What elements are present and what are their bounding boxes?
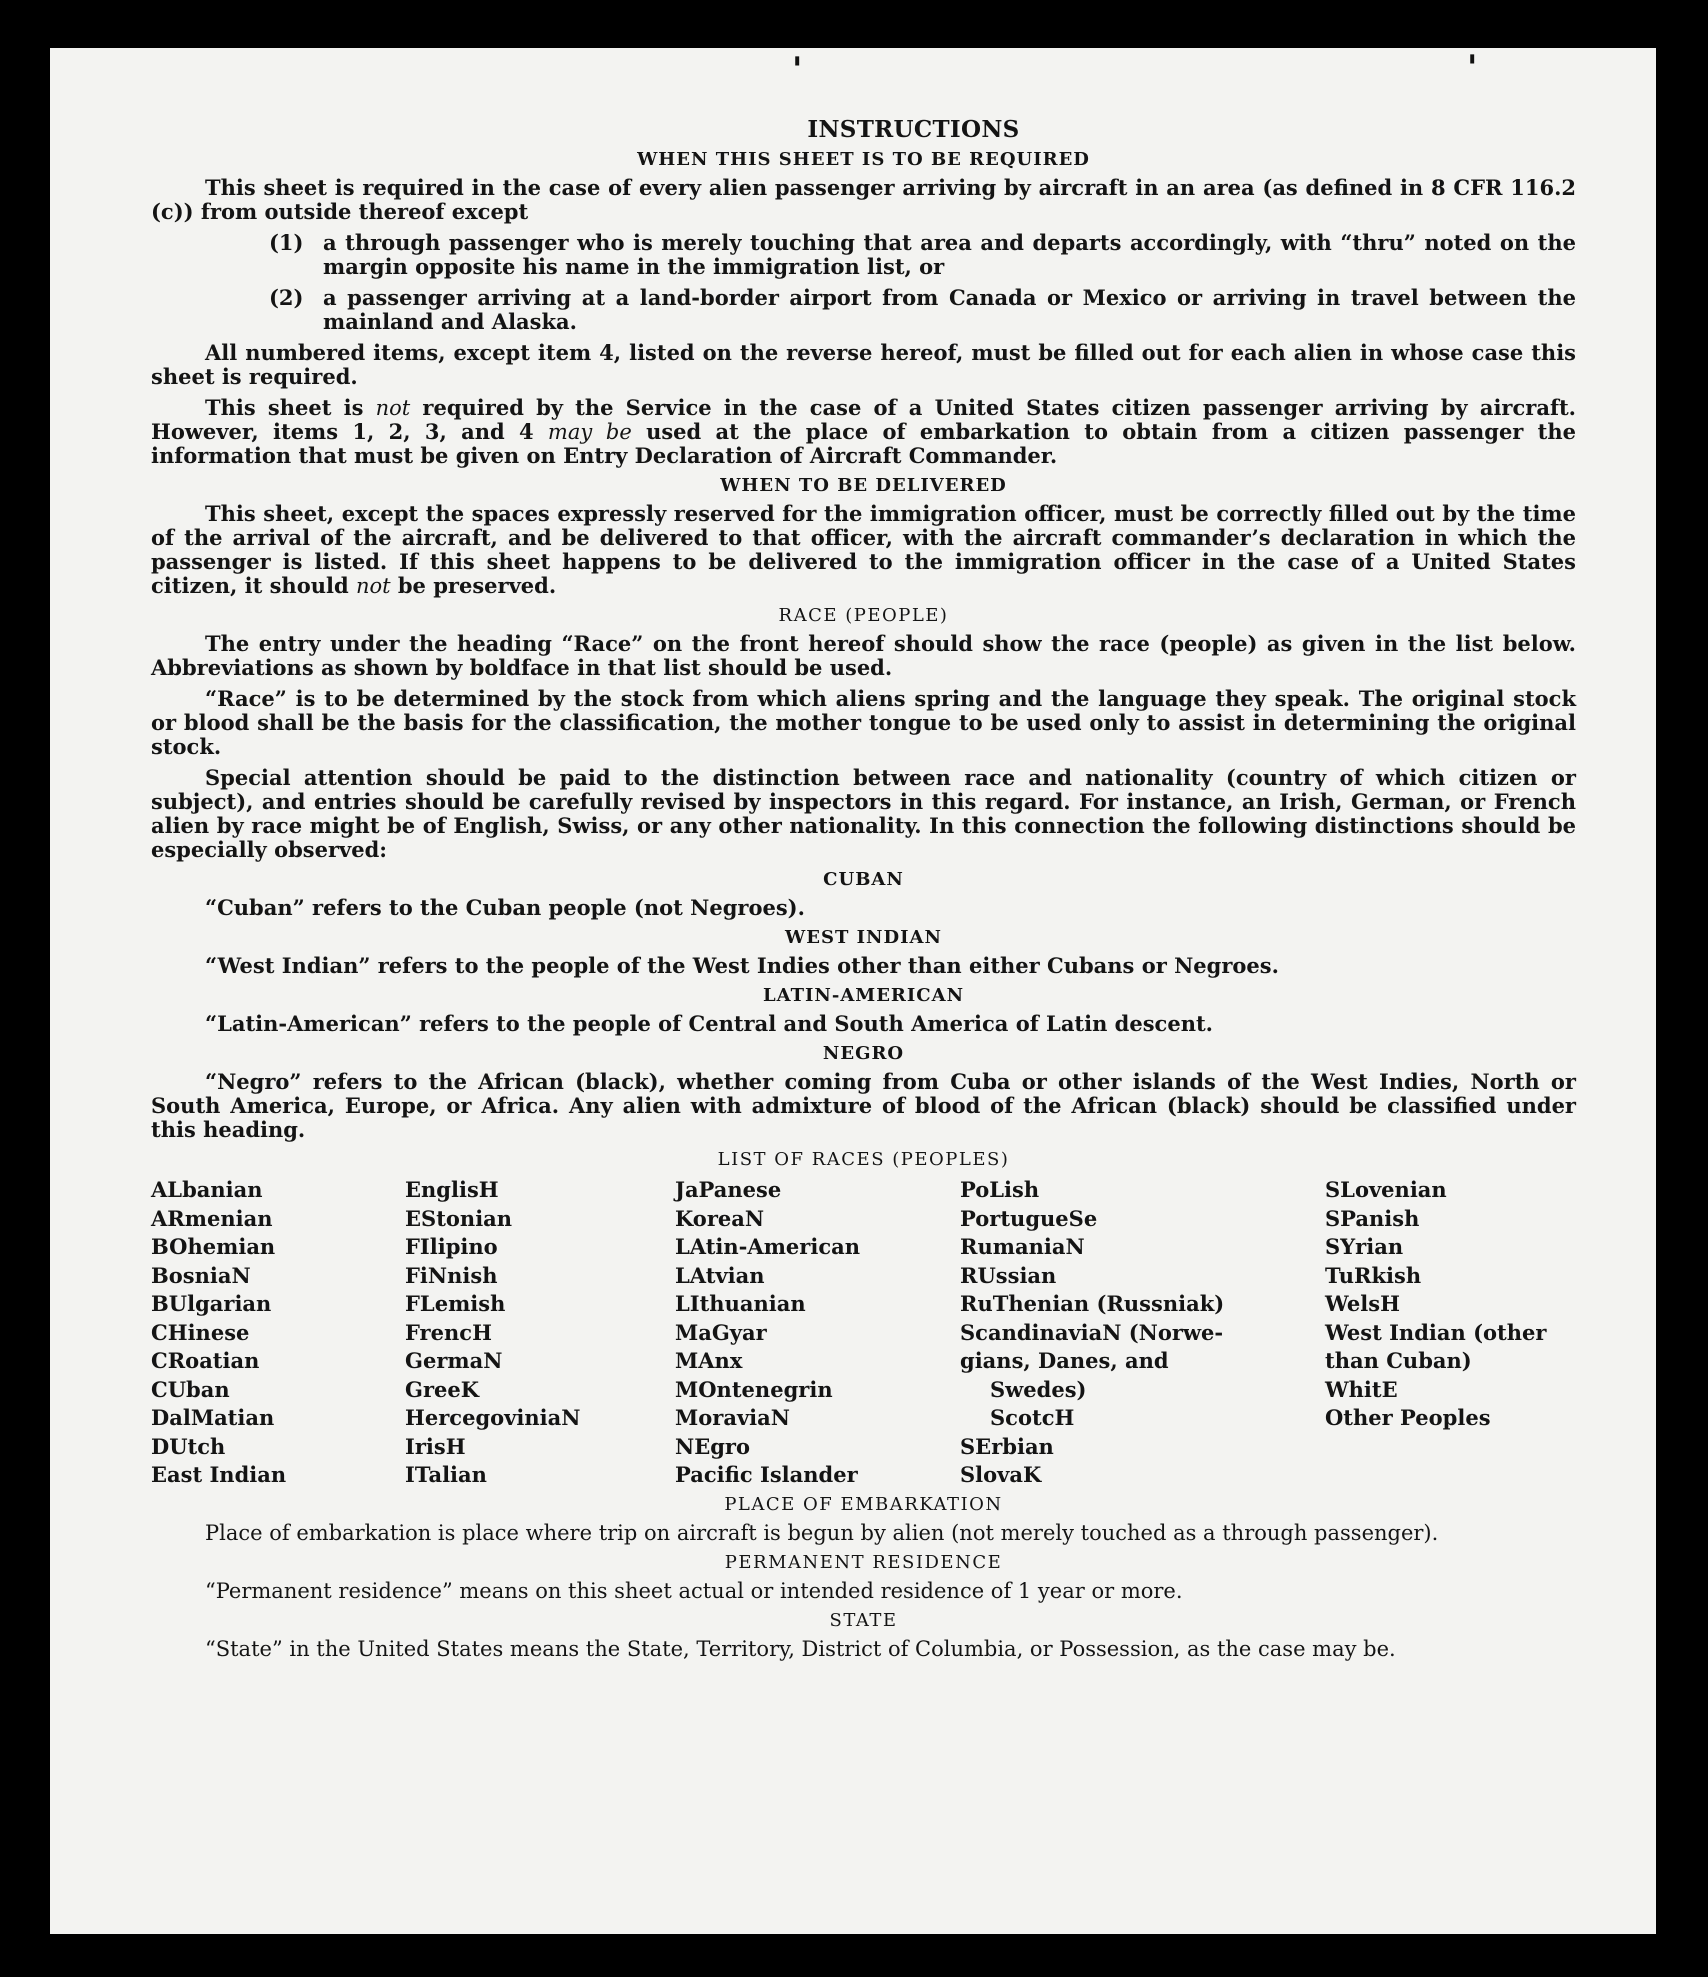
race-item: DalMatian [151,1405,275,1430]
race-item: ALbanian [151,1177,263,1202]
race-column [960,1176,1325,1490]
paragraph-race-3: Special attention should be paid to the distinction between race and nationality (country of which citizen or subject), and entries should be carefully revised by inspectors in this regard. For instance, an Irish, German, or French alien by race might be of English, Swiss, or any other nationality. In this connection the following distinctions should be especially observed: [151,765,1576,862]
race-item: DUtch [151,1433,226,1459]
ink-mark: ' [1467,48,1478,88]
race-item: gians, Danes, and [960,1348,1169,1373]
race-item: SlovaK [960,1462,1042,1487]
race-item: EnglisH [405,1177,499,1202]
page-title: INSTRUCTIONS [807,116,1020,143]
race-item: CUban [151,1376,230,1402]
race-item: KoreaN [675,1205,765,1231]
race-item: SLovenian [1325,1177,1447,1202]
paragraph-cuban: “Cuban” refers to the Cuban people (not Negroes). [205,895,805,920]
section-heading-cuban: CUBAN [823,869,904,890]
race-item: BosniaN [151,1262,251,1288]
race-item: PortugueSe [960,1205,1098,1231]
document-page [50,48,1656,1934]
race-column [151,1176,405,1490]
race-item: RumaniaN [960,1234,1085,1259]
race-item: CHinese [151,1319,250,1345]
race-item: GreeK [405,1376,480,1402]
race-column [675,1176,960,1490]
section-heading-place-of-embarkation: PLACE OF EMBARKATION [724,1493,1003,1515]
race-item: Pacifc Islander [675,1462,858,1487]
paragraph-required-intro: This sheet is required in the case of every alien passenger arriving by aircraft in an area (as defined in 8 CFR 116.2 (c)) from outside thereof except [151,175,1576,224]
race-item: ITalian [405,1462,487,1487]
race-item: MaGyar [675,1319,767,1345]
document-content [151,116,1576,1668]
section-heading-race: RACE (PEOPLE) [778,605,949,626]
paragraph-delivered: This sheet, except the spaces expressly reserved for the immigration officer, must be correctly filled out by the time of the arrival of the aircraft, and be delivered to that officer, with the aircraft commander’s declaration in which the passenger is listed. If this sheet happens to be delivered to the immigration officer in the case of a United States citizen, it should not be preserved. [151,501,1576,598]
race-item: CRoatian [151,1348,260,1373]
section-heading-west-indian: WEST INDIAN [785,927,942,948]
paragraph-numbered-items: All numbered items, except item 4, listed on the reverse hereof, must be filled out for each alien in whose case this sheet is required. [151,340,1576,389]
race-item: MoraviaN [675,1405,790,1430]
race-item: Swedes) [990,1376,1087,1402]
race-item: FIlipino [405,1234,498,1259]
race-item: HercegoviniaN [405,1405,581,1430]
race-item: IrisH [405,1433,466,1459]
race-item: MAnx [675,1348,743,1373]
section-heading-list-of-races: LIST OF RACES (PEOPLES) [717,1149,1010,1170]
race-item: TuRkish [1325,1262,1422,1288]
race-list [151,1176,1576,1490]
paragraph-state: “State” in the United States means the State, Territory, District of Columbia, or Possession, as the case may be. [205,1636,1396,1661]
race-item: SErbian [960,1433,1054,1459]
section-heading-when-delivered: WHEN TO BE DELIVERED [720,475,1007,496]
race-column [1325,1176,1576,1490]
race-item: BUlgarian [151,1291,272,1316]
paragraph-citizen-note: This sheet is not required by the Service in the case of a United States citizen passenger arriving by aircraft. However, items 1, 2, 3, and 4 may be used at the place of embarkation to obtain from a citizen passenger the information that must be given on Entry Declaration of Aircraft Commander. [151,395,1577,468]
list-item: (1) a through passenger who is merely touching that area and departs accordingly, with “thru” noted on the margin opposite his name in the immigration list, or [269,230,1576,279]
paragraph-race-1: The entry under the heading “Race” on the front hereof should show the race (people) as given in the list below. Abbreviations as shown by boldface in that list should be used. [151,631,1576,680]
race-item: LAtin-American [675,1234,861,1259]
race-item: ScandinaviaN (Norwe- [960,1319,1224,1345]
race-item: SYrian [1325,1234,1404,1259]
race-item: MOntenegrin [675,1376,833,1402]
race-item: than Cuban) [1325,1348,1472,1373]
section-heading-negro: NEGRO [822,1043,905,1064]
paragraph-residence: “Permanent residence” means on this sheet actual or intended residence of 1 year or more. [205,1578,1183,1603]
race-item: NEgro [675,1433,750,1459]
paragraph-race-2: “Race” is to be determined by the stock from which aliens spring and the language they speak. The original stock or blood shall be the basis for the classification, the mother tongue to be used only to assist in determining the original stock. [151,686,1576,759]
race-item: LAtvian [675,1262,765,1288]
race-item: RuThenian (Russniak) [960,1291,1225,1316]
race-item: WhitE [1325,1376,1398,1402]
race-item: ARmenian [151,1205,273,1231]
paragraph-negro: “Negro” refers to the African (black), whether coming from Cuba or other islands of the West Indies, North or South America, Europe, or Africa. Any alien with admixture of blood of the African (black) should be classified under this heading. [151,1069,1576,1142]
race-item: ScotcH [990,1405,1075,1430]
race-item: BOhemian [151,1234,276,1259]
paragraph-embarkation: Place of embarkation is place where trip on aircraft is begun by alien (not merely touched as a through passenger). [205,1520,1439,1545]
paragraph-latin-american: “Latin-American” refers to the people of Central and South America of Latin descent. [205,1011,1213,1036]
race-item: FLemish [405,1291,506,1316]
race-item: Other Peoples [1325,1405,1491,1430]
paragraph-west-indian: “West Indian” refers to the people of the West Indies other than either Cubans or Negroes. [205,953,1279,978]
race-item: GermaN [405,1348,503,1373]
race-item: East Indian [151,1462,287,1487]
race-item: FrencH [405,1319,492,1345]
list-item: (2) a passenger arriving at a land-border airport from Canada or Mexico or arriving in travel between the mainland and Alaska. [269,285,1576,334]
race-item: PoLish [960,1177,1040,1202]
race-item: WelsH [1325,1291,1400,1316]
section-heading-when-required: WHEN THIS SHEET IS TO BE REQUIRED [637,149,1090,170]
race-item: SPanish [1325,1205,1420,1231]
section-heading-latin-american: LATIN-AMERICAN [762,985,965,1006]
section-heading-permanent-residence: PERMANENT RESIDENCE [724,1551,1003,1573]
race-item: West Indian (other [1325,1319,1547,1345]
race-item: JaPanese [675,1177,782,1202]
race-item: LIthuanian [675,1291,806,1316]
ink-mark: ' [792,50,803,90]
race-item: EStonian [405,1205,513,1231]
section-heading-state: STATE [829,1609,898,1631]
race-item: FiNnish [405,1262,498,1288]
race-column [405,1176,675,1490]
race-item: RUssian [960,1262,1057,1288]
